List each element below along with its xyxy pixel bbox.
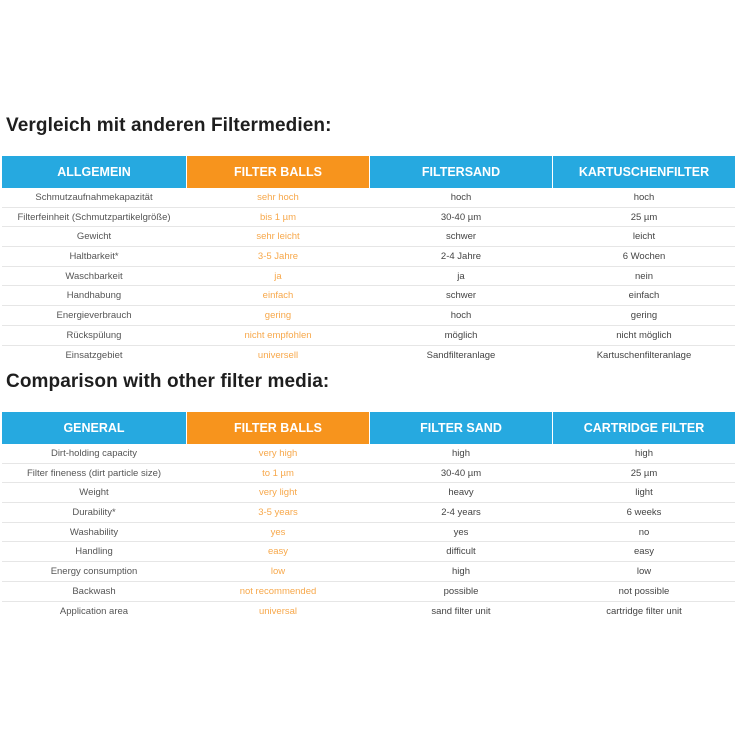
filter-balls-value: not recommended	[239, 585, 317, 597]
filter-balls-value: 3-5 Jahre	[257, 250, 299, 262]
german-table-body	[2, 188, 735, 365]
english-section	[0, 371, 736, 617]
filter-sand-value: hoch	[450, 191, 472, 203]
row-label: Haltbarkeit*	[69, 250, 119, 262]
filter-sand-value: yes	[453, 526, 469, 538]
row-label: Filterfeinheit (Schmutzpartikelgröße)	[17, 211, 171, 223]
english-heading: Comparison with other filter media:	[6, 371, 330, 392]
filter-balls-value: sehr leicht	[256, 231, 300, 243]
header-general: GENERAL	[2, 412, 186, 444]
filter-sand-value: possible	[443, 585, 479, 597]
filter-sand-value: möglich	[444, 329, 478, 341]
german-comparison-table	[2, 156, 735, 365]
table-row	[2, 523, 735, 543]
table-row	[2, 286, 735, 306]
filter-sand-value: high	[452, 565, 470, 577]
german-heading: Vergleich mit anderen Filtermedien:	[6, 115, 332, 136]
table-row	[2, 464, 735, 484]
cartridge-filter-value: light	[635, 487, 653, 499]
filter-sand-value: 30-40 µm	[440, 467, 482, 479]
header-filter-sand: FILTER SAND	[370, 412, 552, 444]
filter-sand-value: ja	[457, 270, 465, 282]
row-label: Backwash	[72, 585, 116, 597]
row-label: Energieverbrauch	[56, 309, 132, 321]
table-row	[2, 227, 735, 247]
filter-sand-value: hoch	[450, 309, 472, 321]
row-label: Durability*	[72, 506, 116, 518]
cartridge-filter-value: 6 weeks	[626, 506, 662, 518]
filter-balls-value: gering	[264, 309, 292, 321]
cartridge-filter-value: Kartuschenfilteranlage	[596, 349, 692, 361]
cartridge-filter-value: no	[638, 526, 650, 538]
row-label: Filter fineness (dirt particle size)	[26, 467, 162, 479]
table-row	[2, 503, 735, 523]
header-filter-balls: FILTER BALLS	[187, 156, 369, 188]
filter-sand-value: difficult	[446, 546, 476, 558]
header-cartridge-filter: CARTRIDGE FILTER	[553, 412, 735, 444]
table-row	[2, 306, 735, 326]
filter-balls-value: very high	[258, 447, 298, 459]
filter-balls-value: ja	[274, 270, 282, 282]
table-row	[2, 267, 735, 287]
cartridge-filter-value: nicht möglich	[616, 329, 672, 341]
cartridge-filter-value: easy	[633, 546, 655, 558]
row-label: Washability	[69, 526, 119, 538]
row-label: Gewicht	[76, 231, 112, 243]
filter-balls-value: bis 1 µm	[259, 211, 297, 223]
row-label: Schmutzaufnahmekapazität	[35, 191, 153, 203]
row-label: Weight	[79, 487, 109, 499]
filter-sand-value: 2-4 Jahre	[440, 250, 482, 262]
cartridge-filter-value: 25 µm	[630, 211, 658, 223]
filter-balls-value: sehr hoch	[257, 191, 299, 203]
cartridge-filter-value: einfach	[628, 290, 660, 302]
filter-sand-value: Sandfilteranlage	[426, 349, 496, 361]
row-label: Waschbarkeit	[65, 270, 123, 282]
cartridge-filter-value: 25 µm	[630, 467, 658, 479]
row-label: Dirt-holding capacity	[50, 447, 138, 459]
cartridge-filter-value: cartridge filter unit	[606, 605, 682, 617]
filter-balls-value: 3-5 years	[258, 506, 298, 518]
german-section	[0, 115, 736, 361]
filter-balls-value: universal	[258, 605, 298, 617]
table-row	[2, 602, 735, 622]
filter-balls-value: einfach	[262, 290, 294, 302]
english-table-header	[2, 412, 735, 444]
cartridge-filter-value: leicht	[632, 231, 656, 243]
filter-sand-value: 30-40 µm	[440, 211, 482, 223]
cartridge-filter-value: high	[635, 447, 653, 459]
german-table-header	[2, 156, 735, 188]
filter-sand-value: 2-4 years	[441, 506, 481, 518]
cartridge-filter-value: not possible	[618, 585, 670, 597]
row-label: Handhabung	[66, 290, 122, 302]
filter-sand-value: heavy	[448, 487, 474, 499]
filter-balls-value: to 1 µm	[262, 467, 294, 479]
english-table-body	[2, 444, 735, 621]
table-row	[2, 247, 735, 267]
table-row	[2, 582, 735, 602]
table-row	[2, 346, 735, 366]
filter-sand-value: schwer	[445, 290, 477, 302]
row-label: Energy consumption	[50, 565, 138, 577]
table-row	[2, 562, 735, 582]
header-filter-balls: FILTER BALLS	[187, 412, 369, 444]
table-row	[2, 444, 735, 464]
filter-balls-value: very light	[258, 487, 297, 499]
cartridge-filter-value: nein	[635, 270, 653, 282]
table-row	[2, 188, 735, 208]
table-row	[2, 208, 735, 228]
cartridge-filter-value: low	[636, 565, 652, 577]
row-label: Einsatzgebiet	[65, 349, 123, 361]
cartridge-filter-value: 6 Wochen	[622, 250, 666, 262]
filter-balls-value: easy	[267, 546, 289, 558]
header-filter-sand: FILTERSAND	[370, 156, 552, 188]
table-row	[2, 542, 735, 562]
row-label: Application area	[59, 605, 129, 617]
filter-sand-value: sand filter unit	[431, 605, 491, 617]
filter-balls-value: universell	[257, 349, 299, 361]
row-label: Handling	[75, 546, 113, 558]
filter-balls-value: nicht empfohlen	[244, 329, 312, 341]
row-label: Rückspülung	[66, 329, 122, 341]
cartridge-filter-value: gering	[630, 309, 658, 321]
filter-sand-value: schwer	[445, 231, 477, 243]
filter-balls-value: low	[270, 565, 286, 577]
header-cartridge-filter: KARTUSCHENFILTER	[553, 156, 735, 188]
header-general: ALLGEMEIN	[2, 156, 186, 188]
filter-sand-value: high	[452, 447, 470, 459]
table-row	[2, 483, 735, 503]
filter-balls-value: yes	[270, 526, 286, 538]
english-comparison-table	[2, 412, 735, 621]
table-row	[2, 326, 735, 346]
cartridge-filter-value: hoch	[633, 191, 655, 203]
